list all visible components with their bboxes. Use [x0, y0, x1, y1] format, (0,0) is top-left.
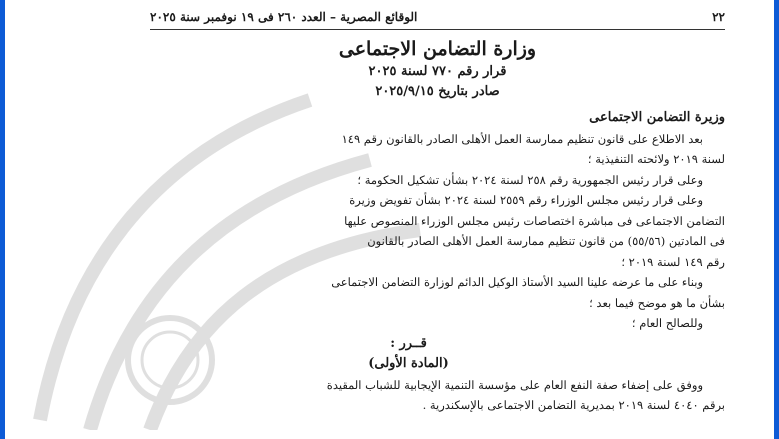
body-line: التضامن الاجتماعى فى مباشرة اختصاصات رئيس مجلس الوزراء المنصوص عليها — [344, 213, 725, 228]
body-line: بشأن ما هو موضح فيما بعد ؛ — [589, 295, 725, 310]
body-line: وبناء على ما عرضه علينا السيد الأستاذ الوكيل الدائم لوزارة التضامن الاجتماعى — [331, 275, 703, 289]
body-line: لسنة ٢٠١٩ ولائحته التنفيذية ؛ — [587, 152, 725, 166]
decides-heading: قــرر : — [390, 335, 427, 351]
article-heading: (المادة الأولى) — [368, 356, 449, 371]
body-line: وللصالح العام ؛ — [631, 316, 703, 330]
decree-body — [92, 108, 725, 416]
right-border-bar — [774, 0, 779, 439]
issuing-authority: وزيرة التضامن الاجتماعى — [589, 110, 725, 125]
body-line: فى المادتين (٥٥/٥٦) من قانون تنظيم ممارسة العمل الأهلى الصادر بالقانون — [367, 234, 725, 248]
body-line: برقم ٤٠٤٠ لسنة ٢٠١٩ بمديرية التضامن الاجتماعى بالإسكندرية . — [422, 398, 725, 412]
body-line: وعلى قرار رئيس مجلس الوزراء رقم ٢٥٥٩ لسنة ٢٠٢٤ بشأن تفويض وزيرة — [349, 193, 703, 207]
decree-number: قرار رقم ٧٧٠ لسنة ٢٠٢٥ — [368, 64, 507, 79]
body-line: رقم ١٤٩ لسنة ٢٠١٩ ؛ — [621, 254, 725, 269]
ministry-title: وزارة التضامن الاجتماعى — [338, 38, 537, 60]
left-border-bar — [0, 0, 5, 439]
running-header — [150, 10, 725, 24]
page-number: ٢٢ — [712, 10, 725, 24]
issue-date: صادر بتاريخ ٢٠٢٥/٩/١٥ — [375, 84, 500, 99]
body-line: وعلى قرار رئيس الجمهورية رقم ٢٥٨ لسنة ٢٠٢٤ بشأن تشكيل الحكومة ؛ — [357, 172, 703, 187]
body-line: ووفق على إضفاء صفة النفع العام على مؤسسة التنمية الإيجابية للشباب المقيدة — [326, 377, 703, 392]
header-rule — [150, 29, 725, 30]
body-line: بعد الاطلاع على قانون تنظيم ممارسة العمل الأهلى الصادر بالقانون رقم ١٤٩ — [341, 131, 703, 146]
running-title: الوقائع المصرية – العدد ٢٦٠ فى ١٩ نوفمبر سنة ٢٠٢٥ — [150, 10, 418, 24]
